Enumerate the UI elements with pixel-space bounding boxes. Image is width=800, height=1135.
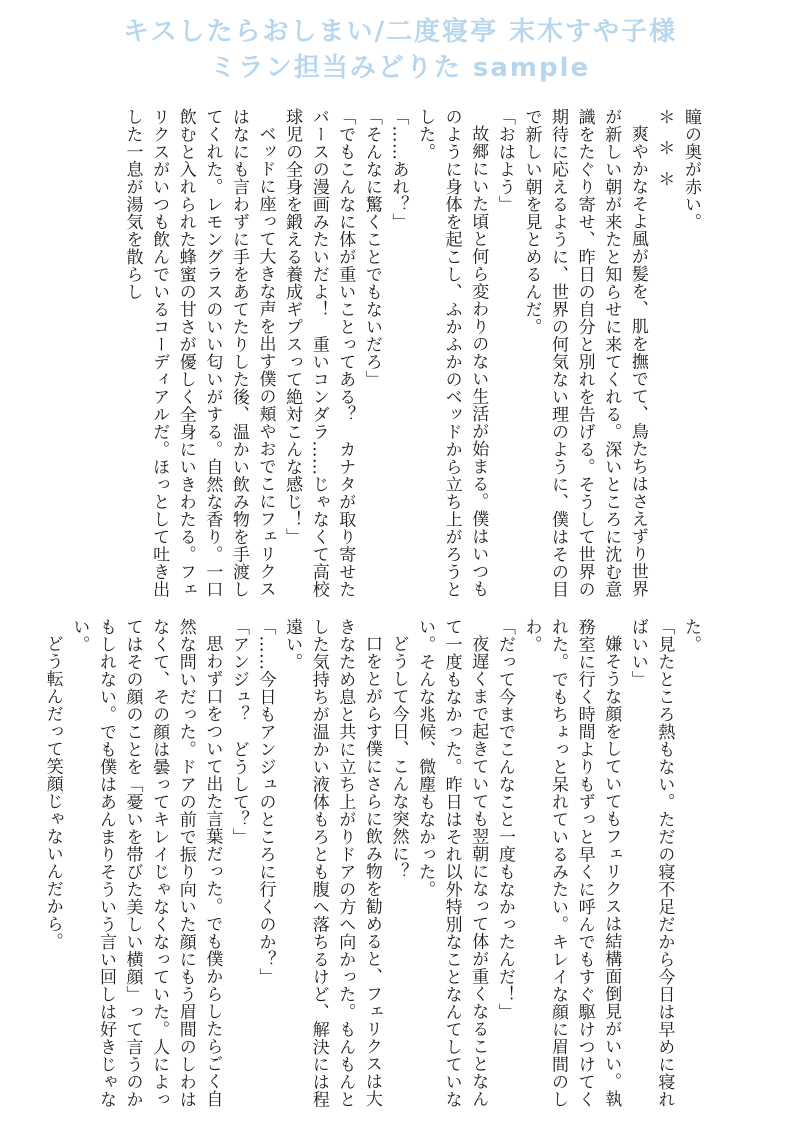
dialogue-line: 「……あれ？」 [388,108,409,231]
header-title: キスしたらおしまい/二度寝亭 末木すや子様 [122,17,678,47]
text-block-bottom [42,618,704,1118]
dialogue-line: 「そんなに驚くことでもないだろ」 [361,108,382,388]
dialogue-line: 「でもこんなに体が重いことってある？ カナタが取り寄せたバースの漫画みたいだよ！ 重いコンダラ……じゃなくて高校球児の全身を鍛える養成ギプスって絶対こんな感じ！」 [282,108,356,598]
header-subtitle: ミラン担当みどりた sample [209,53,591,83]
paragraph: 爽やかなそよ風が髪を、肌を撫でて、鳥たちはさえずり世界が新しい朝が来たと知らせに来てくれる。深いところに沈む意識をたぐり寄せ、昨日の自分と別れを告げる。そうして世界の期待に応えるように、世界の何気ない理のように、僕はその目で新しい朝を見とめるんだ。 [521,108,648,598]
paragraph: 故郷にいた頃と何ら変わりのない生活が始まる。僕はいつものように身体を起こし、ふかふかのベッドから立ち上がろうとした。 [415,108,489,598]
paragraph: 思わず口をついて出た言葉だった。でも僕からしたらごく自然な問いだった。ドアの前で振り向いた顔にもう眉間のしわはなくて、その顔は曇ってキレイじゃなくなっていた。人によってはその顔のことを「憂いを帯びた美しい横顔」って言うのかもしれない。でも僕はあんまりそういう言い回しは好きじゃない。 [69,618,223,1108]
paragraph: 口をとがらす僕にさらに飲み物を勧めると、フェリクスは大きなため息と共に立ち上がりドアの方へ向かった。もんもんとした気持ちが温かい液体もろとも腹へ落ちるけど、解決には程遠い。 [282,618,382,1108]
paragraph: 夜遅くまで起きていても翌朝になって体が重くなることなんて一度もなかった。昨日はそれ以外特別なことなんてしていない。そんな兆候、微塵もなかった。 [415,618,489,1108]
paragraph: どうして今日、こんな突然に？ [388,635,409,880]
dialogue-line: 「だって今までこんなこと一度もなかったんだ！」 [494,618,515,1021]
text-block-top [74,108,704,598]
sample-header [0,14,800,86]
section-break-stars: ＊＊＊ [654,108,675,201]
paragraph: どう転んだって笑顔じゃないんだから。 [42,635,63,950]
paragraph: た。 [681,618,701,653]
paragraph: ベッドに座って大きな声を出す僕の頬やおでこにフェリクスはなにも言わずに手をあてたりした後、温かい飲み物を手渡してくれた。レモングラスのいい匂いがする。自然な香り。一口飲むと入れられた蜂蜜の甘さが優しく全身にいきわたる。フェリクスがいつも飲んでいるコーディアルだ。ほっとして吐き出した一息が湯気を散らし [122,108,276,598]
dialogue-line: 「……今日もアンジュのところに行くのか？」 [255,618,276,986]
paragraph: 瞳の奥が赤い。 [681,108,701,231]
dialogue-line: 「アンジュ？ どうして？」 [228,618,249,846]
dialogue-line: 「見たところ熱もない。ただの寝不足だから今日は早めに寝ればいい」 [627,618,675,1108]
paragraph: 嫌そうな顔をしていてもフェリクスは結構面倒見がいい。執務室に行く時間よりもずっと早くに呼んでもすぐ駆けつけてくれた。でもちょっと呆れているみたい。キレイな顔に眉間のしわ。 [521,618,622,1108]
dialogue-line: 「おはよう」 [494,108,515,213]
